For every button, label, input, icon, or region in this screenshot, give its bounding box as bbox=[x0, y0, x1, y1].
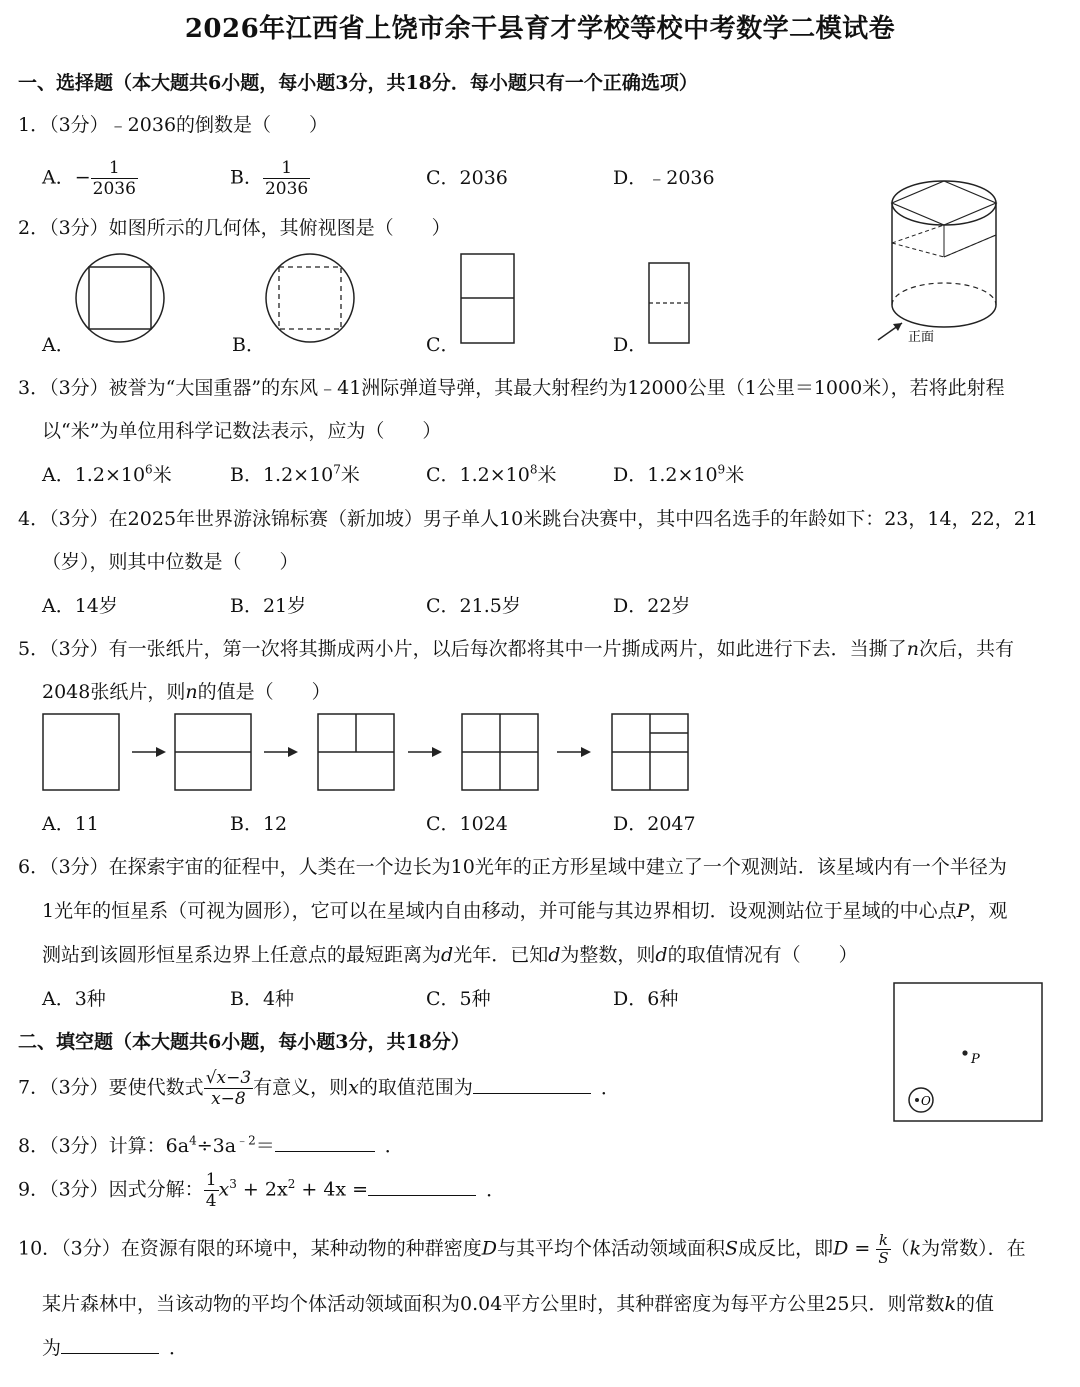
question-7 bbox=[18, 1068, 620, 1109]
q7-post: 的取值范围为 bbox=[358, 1076, 473, 1099]
q10-k2: k bbox=[944, 1293, 956, 1315]
q8-end: ． bbox=[384, 1135, 404, 1157]
q9-den: 4 bbox=[205, 1191, 217, 1211]
q7-x: x bbox=[348, 1076, 359, 1099]
q6-line2-p: P bbox=[956, 900, 970, 922]
q9-post: + 4x = bbox=[295, 1178, 369, 1201]
q4-option-b: B．21岁 bbox=[230, 595, 307, 617]
q4-option-c: C．21.5岁 bbox=[426, 595, 521, 617]
q9-end: ． bbox=[486, 1178, 506, 1201]
q4-option-a: A．14岁 bbox=[42, 595, 118, 617]
q1-a-num: 1 bbox=[91, 158, 138, 179]
question-5-line-2 bbox=[42, 677, 331, 704]
q3-a-exp: 6 bbox=[145, 462, 153, 477]
question-10-line-1 bbox=[18, 1232, 1026, 1267]
q10-line1-c: 成反比，即 bbox=[738, 1237, 834, 1260]
q10-line2-b: 的值 bbox=[956, 1293, 995, 1315]
q5-option-b: B．12 bbox=[230, 813, 288, 835]
q2-figure-d bbox=[648, 262, 692, 346]
q7-mid: 有意义，则 bbox=[253, 1076, 349, 1099]
q6-line2-b: ，观 bbox=[969, 900, 1008, 922]
q2-option-b: B． bbox=[232, 334, 265, 356]
q2-option-c: C． bbox=[426, 334, 460, 356]
q3-option-b bbox=[230, 460, 360, 487]
q2-figure-b bbox=[265, 253, 355, 343]
q6-star-field-figure bbox=[893, 982, 1045, 1124]
q10-s: S bbox=[725, 1237, 739, 1260]
q2-option-d: D． bbox=[613, 334, 648, 356]
q10-end: ． bbox=[169, 1337, 189, 1359]
q3-c-exp: 8 bbox=[529, 462, 538, 477]
q6-option-a: A．3种 bbox=[42, 988, 106, 1010]
section-2-header: 二、填空题（本大题共6小题，每小题3分，共18分） bbox=[18, 1031, 470, 1053]
q7-den: x−8 bbox=[211, 1089, 246, 1109]
q8-exp-1: 4 bbox=[189, 1133, 197, 1148]
q1-option-c: C．2036 bbox=[426, 167, 508, 189]
q1-b-num: 1 bbox=[263, 158, 310, 179]
q1-a-fraction bbox=[91, 158, 138, 199]
question-4-line-2: （岁），则其中位数是（ ） bbox=[42, 551, 299, 573]
q10-line1-d: （ bbox=[890, 1237, 910, 1260]
q5-option-c: C．1024 bbox=[426, 813, 508, 835]
q1-a-sign: − bbox=[74, 166, 91, 189]
q9-pre: 9．（3分）因式分解： bbox=[18, 1178, 204, 1201]
q6-line3-b: 光年．已知 bbox=[453, 944, 549, 966]
q5-line2-n: n bbox=[185, 681, 198, 703]
q10-line3: 为 bbox=[42, 1337, 62, 1359]
q6-line3-d3: d bbox=[655, 944, 668, 966]
point-p-label: P bbox=[971, 1052, 980, 1067]
question-10-line-2 bbox=[42, 1289, 994, 1316]
q5-line2-b: 的值是（ ） bbox=[197, 681, 331, 703]
q6-option-d: D．6种 bbox=[613, 988, 679, 1010]
q3-d-pre: D．1.2×10 bbox=[613, 464, 718, 486]
q1-b-label: B． bbox=[230, 166, 263, 189]
q7-end: ． bbox=[600, 1076, 620, 1099]
q9-answer-blank[interactable] bbox=[368, 1194, 476, 1196]
q5-line1-n: n bbox=[906, 638, 919, 660]
q10-frac-k: k bbox=[876, 1232, 890, 1250]
q6-option-c: C．5种 bbox=[426, 988, 491, 1010]
question-1-stem: 1．（3分）﹣2036的倒数是（ ） bbox=[18, 114, 329, 136]
q4-option-d: D．22岁 bbox=[613, 595, 691, 617]
q6-line3-d1: d bbox=[441, 944, 454, 966]
question-4-line-1: 4．（3分）在2025年世界游泳锦标赛（新加坡）男子单人10米跳台决赛中，其中四名选手的年龄如下：23，14，22，21 bbox=[18, 508, 1038, 530]
q10-eq: D = bbox=[833, 1237, 877, 1260]
q5-line1-a: 5．（3分）有一张纸片，第一次将其撕成两小片，以后每次都将其中一片撕成两片，如此进行下去．当撕了 bbox=[18, 638, 907, 660]
q6-option-b: B．4种 bbox=[230, 988, 295, 1010]
q1-b-fraction bbox=[263, 158, 310, 199]
q6-line3-a: 测站到该圆形恒星系边界上任意点的最短距离为 bbox=[42, 944, 442, 966]
question-9 bbox=[18, 1170, 505, 1211]
q3-b-pre: B．1.2×10 bbox=[230, 464, 334, 486]
q10-answer-blank[interactable] bbox=[61, 1352, 159, 1354]
q1-option-b bbox=[230, 158, 310, 199]
q8-answer-blank[interactable] bbox=[275, 1150, 375, 1152]
section-1-header: 一、选择题（本大题共6小题，每小题3分，共18分．每小题只有一个正确选项） bbox=[18, 72, 698, 94]
q5-line2-a: 2048张纸片，则 bbox=[42, 681, 186, 703]
q10-line1-b: 与其平均个体活动领域面积 bbox=[497, 1237, 726, 1260]
q2-option-a: A． bbox=[42, 334, 75, 356]
q10-line1-e: 为常数）．在 bbox=[921, 1237, 1026, 1260]
q1-option-d: D．﹣2036 bbox=[613, 167, 715, 189]
q8-mid: ÷3a bbox=[196, 1135, 237, 1157]
q6-line3-d2: d bbox=[548, 944, 561, 966]
q7-answer-blank[interactable] bbox=[473, 1092, 591, 1094]
q10-frac-s: S bbox=[878, 1249, 889, 1267]
question-3-line-1: 3．（3分）被誉为“大国重器”的东风﹣41洲际弹道导弹，其最大射程约为12000公里（1公里＝1000米），若将此射程 bbox=[18, 377, 1005, 399]
q1-a-den: 2036 bbox=[92, 179, 136, 199]
question-6-line-2 bbox=[42, 896, 1007, 923]
q3-option-a bbox=[42, 460, 172, 487]
q9-mid: + 2x bbox=[236, 1178, 288, 1201]
q3-a-pre: A．1.2×10 bbox=[42, 464, 146, 486]
cylinder-figure bbox=[880, 175, 1010, 350]
question-3-line-2: 以“米”为单位用科学记数法表示，应为（ ） bbox=[42, 420, 442, 442]
q5-option-d: D．2047 bbox=[613, 813, 696, 835]
q3-c-pre: C．1.2×10 bbox=[426, 464, 530, 486]
q3-b-exp: 7 bbox=[333, 462, 341, 477]
q10-line2: 某片森林中，当该动物的平均个体活动领域面积为0.04平方公里时，其种群密度为每平方公里25只．则常数 bbox=[42, 1293, 945, 1315]
q3-c-post: 米 bbox=[537, 464, 557, 486]
q9-exp-3: 3 bbox=[229, 1177, 237, 1192]
q3-a-post: 米 bbox=[152, 464, 172, 486]
q6-line3-e: 的取值情况有（ ） bbox=[667, 944, 858, 966]
q3-option-c bbox=[426, 460, 557, 487]
q3-option-d bbox=[613, 460, 744, 487]
q9-fraction bbox=[204, 1170, 219, 1211]
q6-line3-c: 为整数，则 bbox=[560, 944, 656, 966]
question-8 bbox=[18, 1131, 404, 1158]
question-6-line-3 bbox=[42, 940, 858, 967]
q3-b-post: 米 bbox=[340, 464, 360, 486]
q1-b-den: 2036 bbox=[264, 179, 309, 199]
question-2-stem: 2．（3分）如图所示的几何体，其俯视图是（ ） bbox=[18, 217, 451, 239]
question-5-line-1 bbox=[18, 634, 1014, 661]
q9-x3: x bbox=[218, 1178, 230, 1201]
q7-pre: 7．（3分）要使代数式 bbox=[18, 1076, 204, 1099]
q2-figure-c bbox=[460, 253, 516, 345]
q2-figure-a bbox=[75, 253, 165, 343]
q1-option-a bbox=[42, 158, 138, 199]
q5-paper-sequence-figure bbox=[42, 713, 692, 793]
question-6-line-1: 6．（3分）在探索宇宙的征程中，人类在一个边长为10光年的正方形星域中建立了一个观测站．该星域内有一个半径为 bbox=[18, 856, 1007, 878]
q6-line2-a: 1光年的恒星系（可视为圆形），它可以在星域内自由移动，并可能与其边界相切．设观测站位于星域的中心点 bbox=[42, 900, 957, 922]
q10-fraction bbox=[876, 1232, 890, 1267]
q3-d-exp: 9 bbox=[717, 462, 726, 477]
q8-exp-2: ﹣2 bbox=[236, 1133, 256, 1148]
point-o-label: O bbox=[921, 1094, 931, 1108]
front-label: 正面 bbox=[908, 329, 935, 344]
q9-exp-2: 2 bbox=[287, 1177, 296, 1192]
q10-d: D bbox=[481, 1237, 498, 1260]
q10-line1-a: 10．（3分）在资源有限的环境中，某种动物的种群密度 bbox=[18, 1237, 482, 1260]
q7-fraction bbox=[204, 1068, 253, 1109]
q1-a-label: A． bbox=[42, 166, 75, 189]
q5-option-a: A．11 bbox=[42, 813, 99, 835]
page-title: 2026年江西省上饶市余干县育才学校等校中考数学二模试卷 bbox=[184, 14, 896, 44]
q10-k: k bbox=[909, 1237, 922, 1260]
q8-pre: 8．（3分）计算：6a bbox=[18, 1135, 190, 1157]
q8-post: ＝ bbox=[255, 1135, 275, 1157]
q5-line1-b: 次后，共有 bbox=[918, 638, 1014, 660]
q3-d-post: 米 bbox=[725, 464, 745, 486]
q7-num: √x−3 bbox=[205, 1068, 252, 1088]
q9-num: 1 bbox=[205, 1170, 217, 1190]
question-10-line-3 bbox=[42, 1333, 188, 1360]
